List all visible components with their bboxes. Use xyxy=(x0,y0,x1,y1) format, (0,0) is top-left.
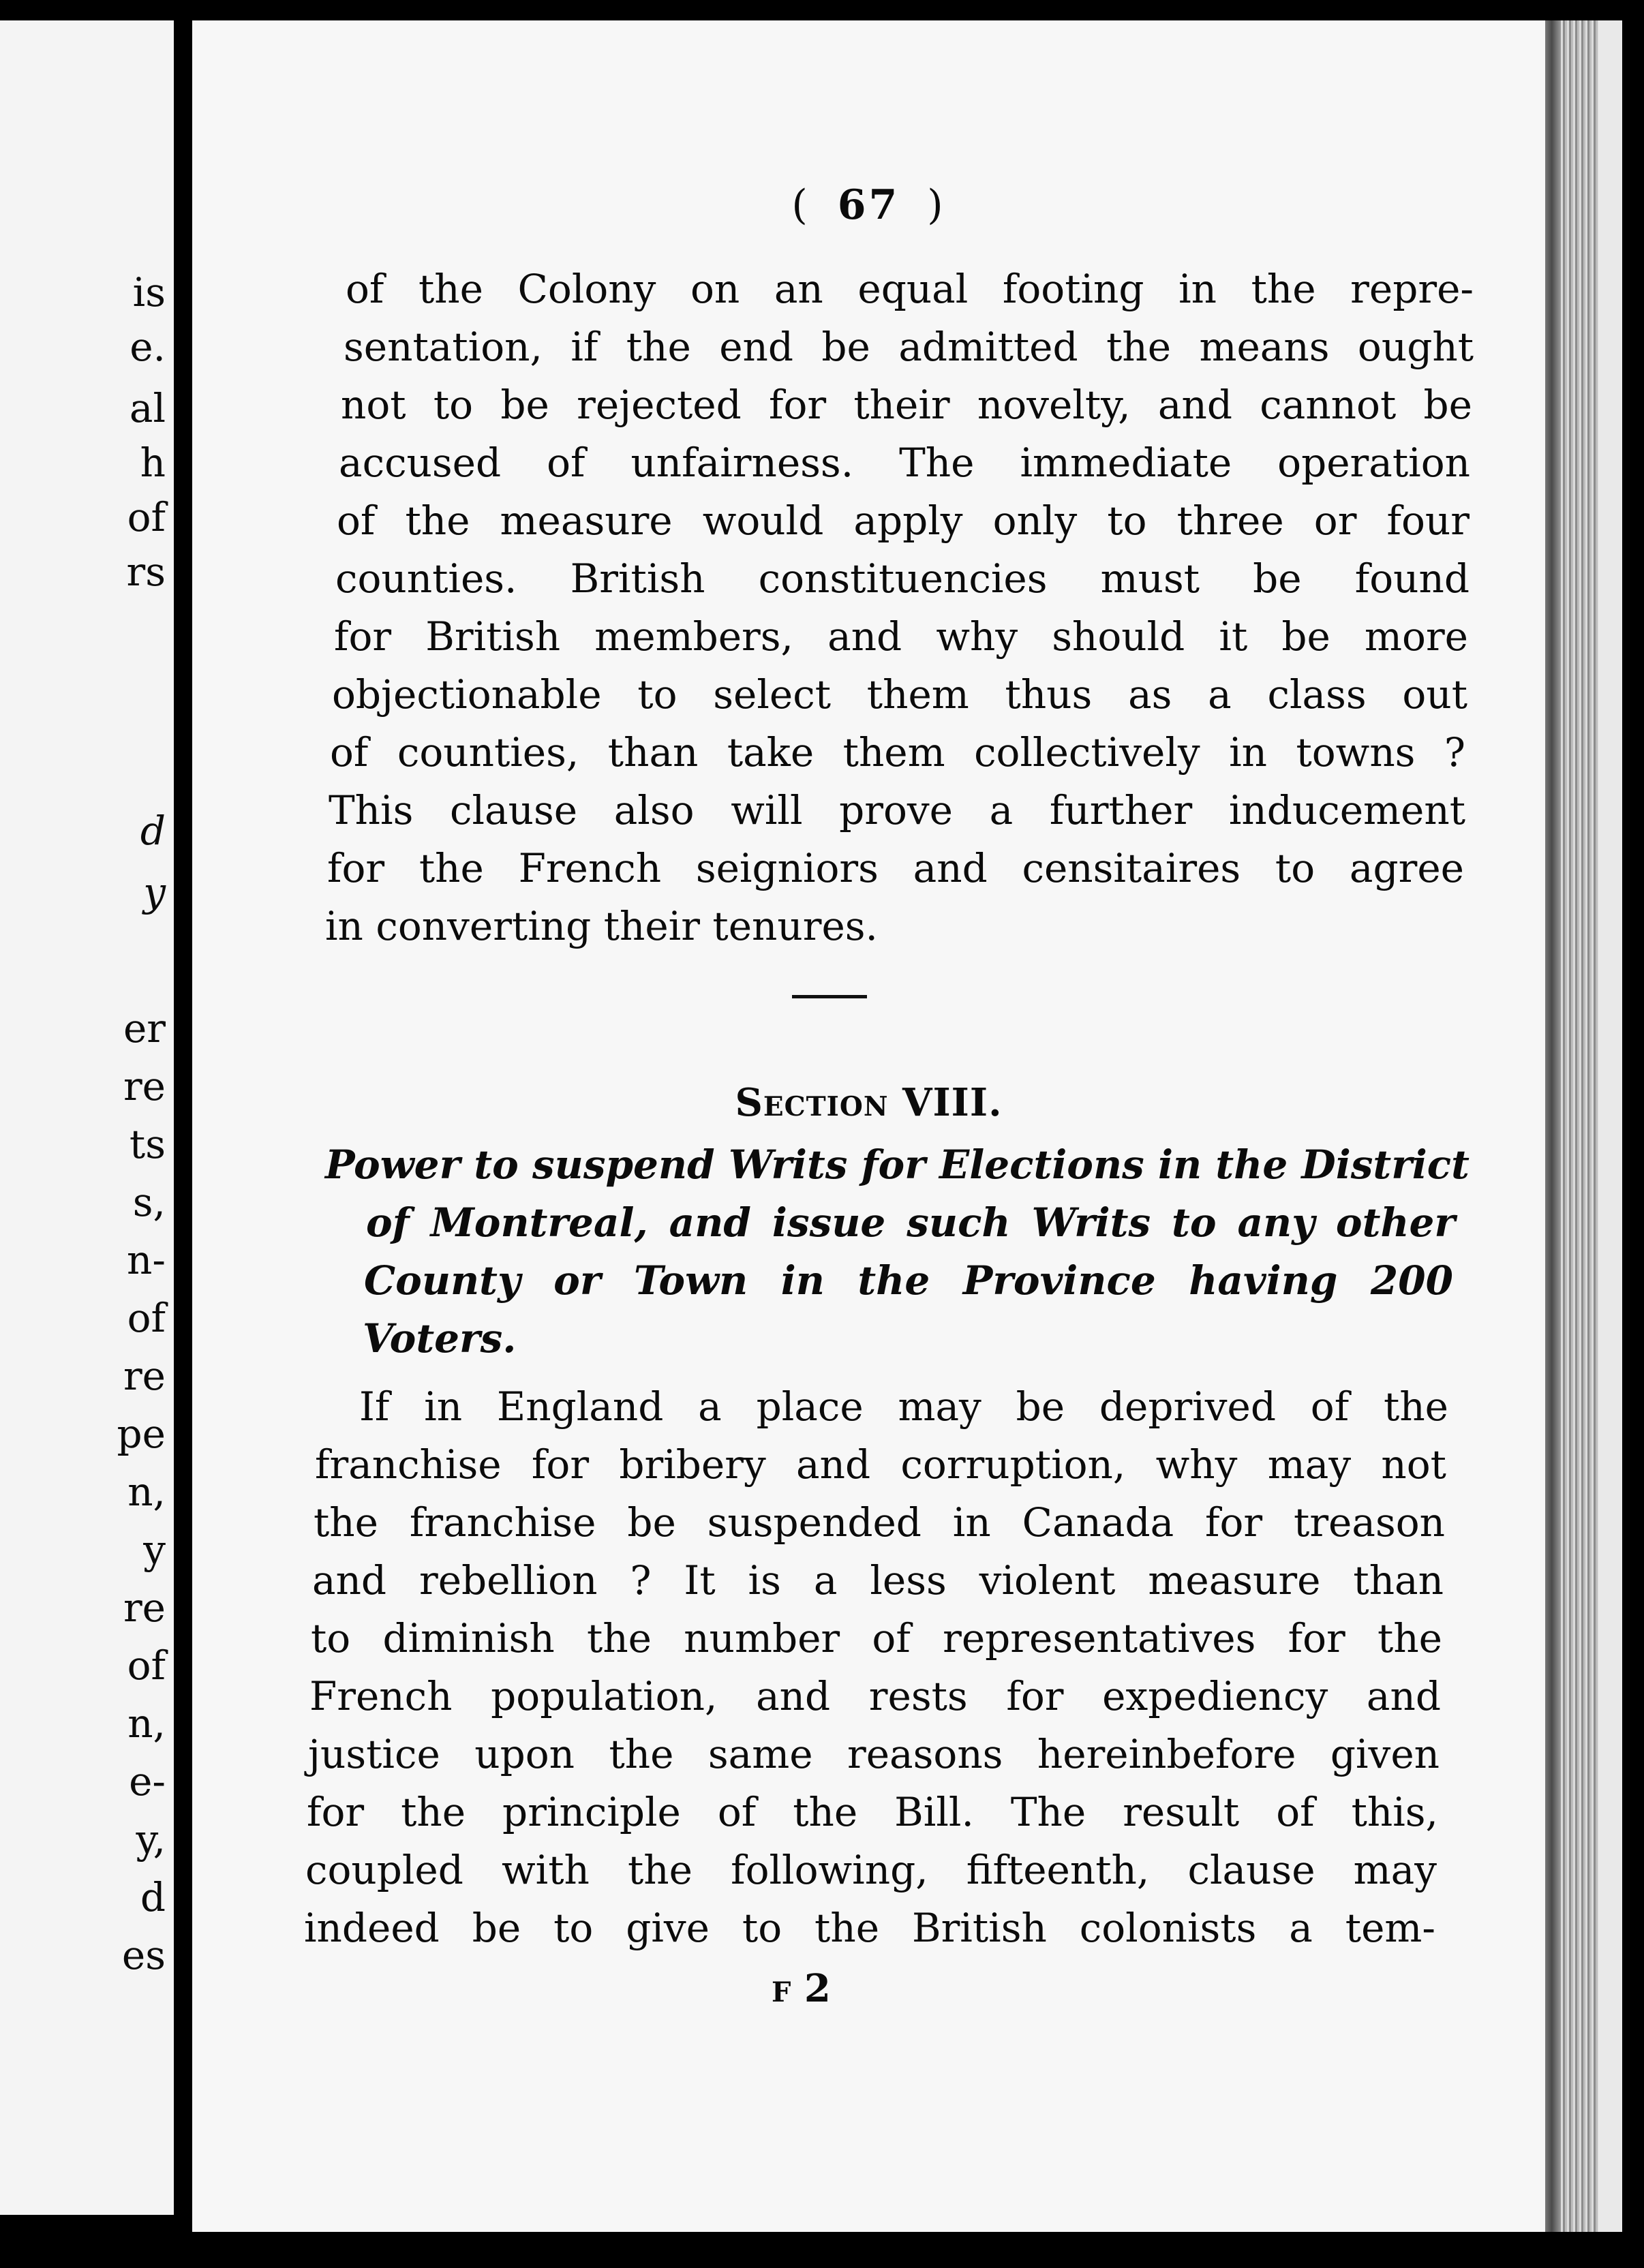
left-page-fragment: y xyxy=(143,869,166,915)
text-line: objectionable to select them thus as a class out xyxy=(332,671,1467,718)
page-edge xyxy=(1598,20,1622,2232)
left-facing-page xyxy=(0,20,174,2215)
left-page-fragment: of xyxy=(127,494,166,540)
left-page-fragment: s, xyxy=(132,1179,166,1225)
text-line: sentation, if the end be admitted the means ought xyxy=(344,324,1474,370)
left-page-fragment: er xyxy=(123,1005,166,1052)
left-page-fragment: n- xyxy=(127,1237,166,1283)
text-line: If in England a place may be deprived of the xyxy=(359,1383,1448,1430)
left-page-fragment: re xyxy=(123,1353,166,1399)
text-line: This clause also will prove a further inducement xyxy=(329,787,1465,833)
paragraph-2 xyxy=(192,20,1545,2232)
text-line: accused of unfairness. The immediate operation xyxy=(339,440,1470,486)
book-page xyxy=(192,20,1545,2232)
text-line: for British members, and why should it be more xyxy=(334,613,1468,660)
page-number: 67 xyxy=(837,181,900,229)
left-page-fragment: n, xyxy=(127,1700,166,1747)
left-page-fragment: y xyxy=(143,1527,166,1573)
left-page-fragment: d xyxy=(140,1874,166,1920)
text-line: justice upon the same reasons hereinbefore given xyxy=(308,1731,1440,1777)
left-page-fragment: of xyxy=(127,1295,166,1341)
left-page-fragment: al xyxy=(129,385,166,431)
caption-line: of Montreal, and issue such Writs to any other xyxy=(366,1199,1455,1246)
left-page-fragment: ts xyxy=(129,1121,166,1167)
text-line: in converting their tenures. xyxy=(325,903,878,949)
caption-line: County or Town in the Province having 200 xyxy=(364,1257,1453,1304)
text-line: to diminish the number of representatives for the xyxy=(311,1615,1442,1661)
signature-number: 2 xyxy=(804,1966,831,2011)
left-page-fragment: is xyxy=(132,269,166,316)
header-paren-open: ( xyxy=(791,181,810,229)
text-line: of the Colony on an equal footing in the repre- xyxy=(346,266,1474,312)
page-edge xyxy=(1561,20,1598,2232)
left-page-fragment: rs xyxy=(126,549,166,595)
text-line: of the measure would apply only to three or four xyxy=(337,497,1470,544)
text-line: the franchise be suspended in Canada for treason xyxy=(314,1499,1445,1546)
caption-line: Voters. xyxy=(363,1315,517,1362)
left-page-fragment: re xyxy=(123,1063,166,1109)
text-line: for the French seigniors and censitaires to agree xyxy=(327,845,1464,891)
text-line: not to be rejected for their novelty, and cannot be xyxy=(341,382,1472,428)
signature-mark xyxy=(772,1966,831,2011)
text-line: French population, and rests for expediency and xyxy=(309,1673,1441,1719)
header-paren-close: ) xyxy=(927,181,946,229)
text-line: of counties, than take them collectively in towns ? xyxy=(330,729,1465,776)
text-line: franchise for bribery and corruption, why may not xyxy=(315,1441,1446,1488)
caption-line: Power to suspend Writs for Elections in the District xyxy=(325,1141,1470,1188)
left-page-fragment: h xyxy=(140,440,166,486)
left-page-fragment: e- xyxy=(129,1758,166,1805)
text-line: counties. British constituencies must be found xyxy=(335,555,1470,602)
text-line: for the principle of the Bill. The result of this, xyxy=(307,1789,1438,1835)
left-page-fragment: y, xyxy=(136,1816,166,1863)
left-page-fragment: n, xyxy=(127,1469,166,1515)
text-line: and rebellion ? It is a less violent measure than xyxy=(312,1557,1444,1604)
left-page-fragment: e. xyxy=(130,324,166,370)
left-page-fragment: re xyxy=(123,1584,166,1631)
left-page-fragment: pe xyxy=(117,1411,166,1457)
text-line: coupled with the following, fifteenth, clause may xyxy=(305,1847,1437,1893)
left-page-fragment: of xyxy=(127,1642,166,1689)
left-page-fragment: d xyxy=(140,808,166,854)
text-line: indeed be to give to the British colonists a tem- xyxy=(304,1905,1435,1951)
section-heading-prefix: Section xyxy=(735,1080,889,1125)
signature-letter: F xyxy=(772,1976,791,2008)
section-heading-number: VIII. xyxy=(902,1080,1003,1125)
left-page-fragment: es xyxy=(121,1932,166,1978)
